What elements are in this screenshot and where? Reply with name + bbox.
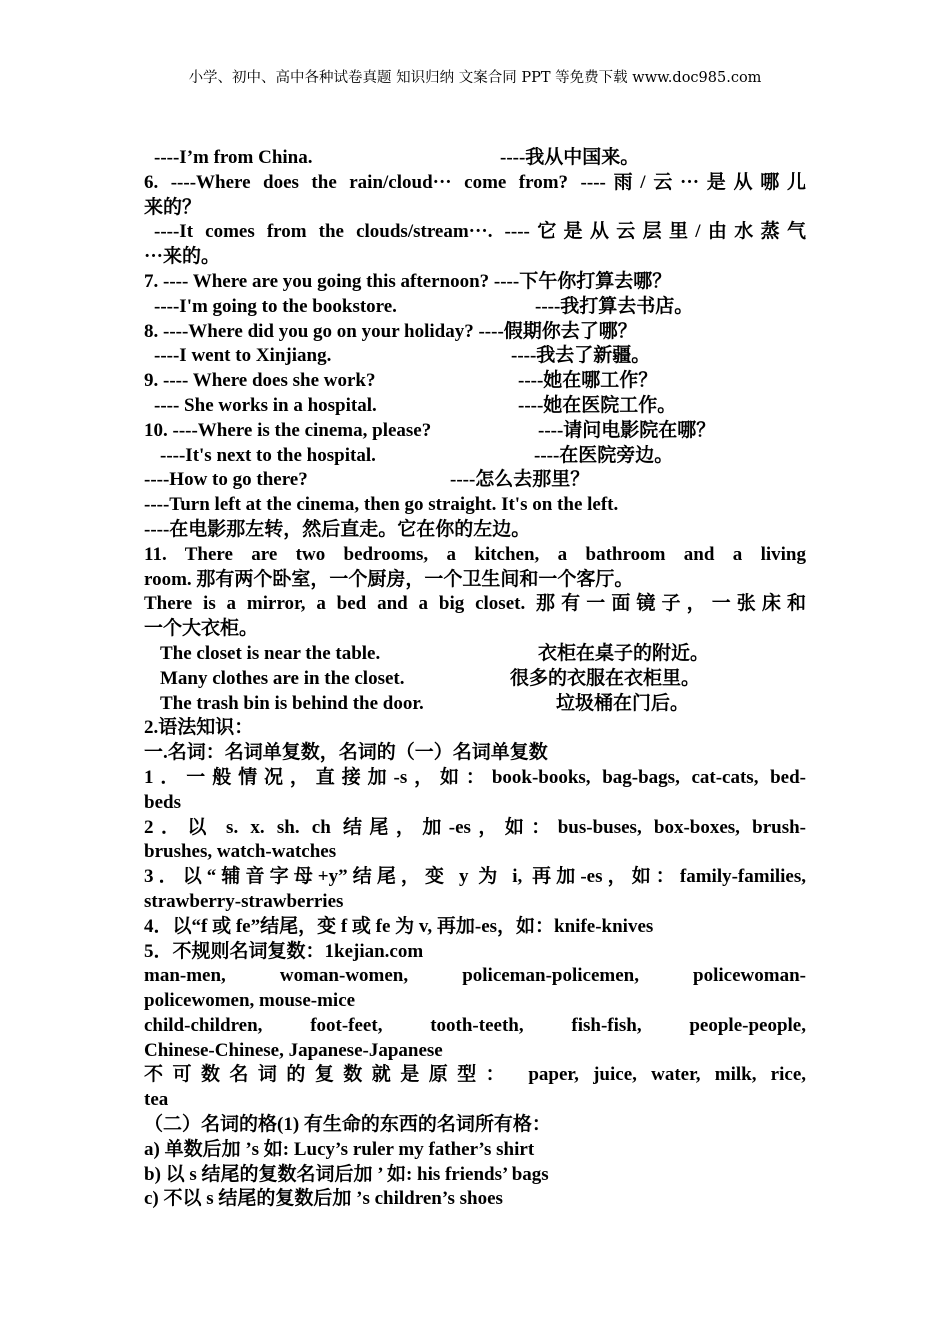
- text-line: 2．以 s. x. sh. ch 结尾，加-es，如：bus-buses, box-boxes, brush-: [144, 816, 806, 838]
- text-line: ----I’m from China. ----我从中国来。: [154, 147, 640, 168]
- text-line: ----在电影那左转，然后直走。它在你的左边。: [144, 518, 531, 540]
- text-line: 10. ----Where is the cinema, please? ----请问电影院在哪？: [144, 419, 716, 441]
- text-line: 6. ----Where does the rain/cloud··· come from? ----雨/云···是从哪儿: [144, 171, 806, 193]
- text-line: a) 单数后加 ’s 如: Lucy’s ruler my father’s shirt: [144, 1138, 535, 1160]
- text-line: ----It comes from the clouds/stream···. ----它是从云层里/由水蒸气: [154, 221, 806, 243]
- text-line: ----I went to Xinjiang. ----我去了新疆。: [154, 345, 651, 367]
- text-line: 4．以“f 或 fe”结尾，变 f 或 fe 为 v, 再加-es，如：knife-knives: [144, 915, 654, 937]
- text-line: strawberry-strawberries: [144, 890, 344, 912]
- text-line: Chinese-Chinese, Japanese-Japanese: [144, 1039, 443, 1061]
- text-line: ----Turn left at the cinema, then go straight. It's on the left.: [144, 494, 619, 516]
- text-line: ----How to go there? ----怎么去那里？: [144, 469, 590, 491]
- text-line: 8. ----Where did you go on your holiday? ----假期你去了哪？: [144, 320, 637, 342]
- text-line: ----I'm going to the bookstore. ----我打算去书店。: [154, 295, 694, 317]
- text-line: room. 那有两个卧室，一个厨房，一个卫生间和一个客厅。: [144, 568, 634, 590]
- document-body: [144, 146, 806, 1212]
- text-line: There is a mirror, a bed and a big closet. 那有一面镜子，一张床和: [144, 593, 806, 615]
- text-line: ----It's next to the hospital. ----在医院旁边。: [160, 444, 674, 466]
- text-line: 7. ---- Where are you going this afternoon? ----下午你打算去哪？: [144, 270, 672, 292]
- text-line: The closet is near the table. 衣柜在桌子的附近。: [160, 642, 710, 664]
- text-line: 不可数名词的复数就是原型： paper, juice, water, milk, rice,: [144, 1064, 806, 1086]
- text-line: 11. There are two bedrooms, a kitchen, a bathroom and a living: [144, 543, 806, 565]
- text-line: 一个大衣柜。: [144, 618, 259, 640]
- text-line: 来的？: [144, 196, 202, 218]
- text-line: beds: [144, 791, 181, 813]
- text-line: 1．一般情况，直接加-s，如：book-books, bag-bags, cat-cats, bed-: [144, 766, 806, 788]
- text-line: brushes, watch-watches: [144, 841, 337, 863]
- text-line: 3．以“辅音字母+y”结尾，变 y 为 i, 再加-es，如：family-families,: [144, 866, 806, 888]
- text-line: policewomen, mouse-mice: [144, 990, 356, 1012]
- section-heading: （二）名词的格(1) 有生命的东西的名词所有格：: [144, 1114, 551, 1136]
- section-heading: 一.名词：名词单复数，名词的（一）名词单复数: [144, 742, 548, 764]
- text-line: ---- She works in a hospital. ----她在医院工作。: [154, 394, 677, 416]
- text-line: child-children, foot-feet, tooth-teeth, fish-fish, people-people,: [144, 1014, 806, 1036]
- text-line: Many clothes are in the closet. 很多的衣服在衣柜里。: [160, 667, 701, 689]
- text-line: The trash bin is behind the door. 垃圾桶在门后。: [160, 692, 690, 714]
- text-line: tea: [144, 1089, 169, 1111]
- page-header: 小学、初中、高中各种试卷真题 知识归纳 文案合同 PPT 等免费下载 www.doc985.com: [188, 70, 762, 86]
- text-line: man-men, woman-women, policeman-policemen, policewoman-: [144, 965, 806, 987]
- text-line: b) 以 s 结尾的复数名词后加 ’ 如: his friends’ bags: [144, 1163, 549, 1185]
- section-heading: 2.语法知识：: [144, 717, 254, 739]
- text-line: c) 不以 s 结尾的复数后加 ’s children’s shoes: [144, 1188, 503, 1210]
- text-line: 9. ---- Where does she work? ----她在哪工作？: [144, 370, 658, 392]
- text-line: 5．不规则名词复数：1kejian.com: [144, 940, 424, 962]
- text-line: ···来的。: [144, 246, 221, 268]
